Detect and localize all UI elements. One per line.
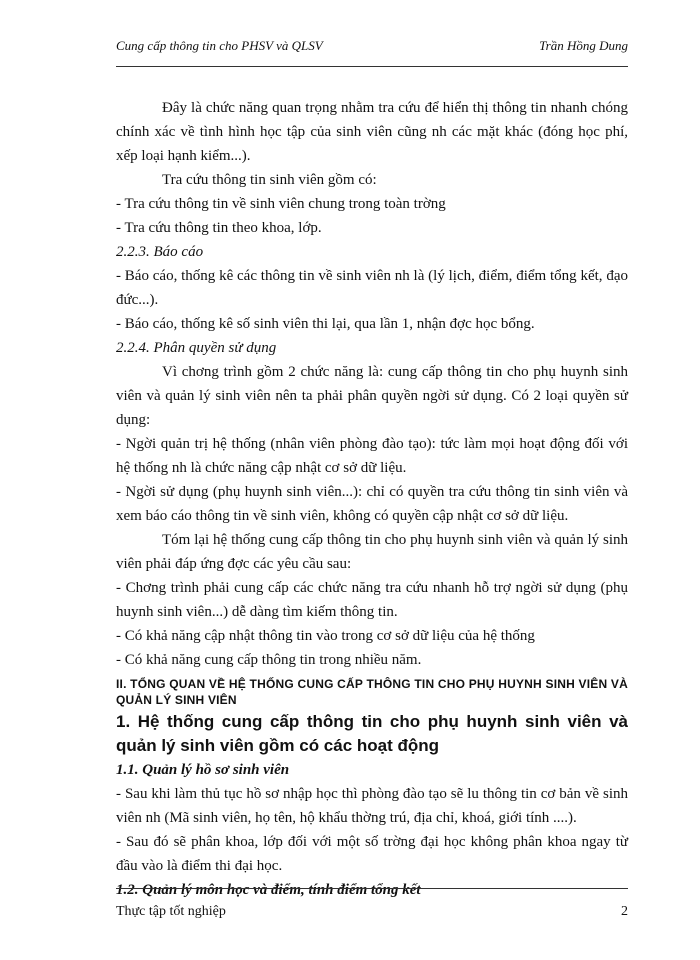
subsection-heading: 2.2.3. Báo cáo bbox=[116, 244, 204, 260]
footer-text: Thực tập tốt nghiệp bbox=[116, 904, 226, 919]
subsection-heading: 1.2. Quản lý môn học và điểm, tính điểm tổng kết bbox=[116, 882, 421, 898]
list-item: - Có khả năng cung cấp thông tin trong nhiều năm. bbox=[116, 652, 422, 668]
header-rule bbox=[116, 66, 628, 67]
page-content bbox=[116, 96, 628, 902]
footer-rule bbox=[116, 888, 628, 889]
paragraph: Tóm lại hệ thống cung cấp thông tin cho phụ huynh sinh viên và quản lý sinh viên phải đáp ứng đợc các yêu cầu sau: bbox=[116, 532, 628, 572]
header-title: Cung cấp thông tin cho PHSV và QLSV bbox=[116, 38, 323, 53]
list-item: - Ngời sử dụng (phụ huynh sinh viên...): chỉ có quyền tra cứu thông tin sinh viên và xem báo cáo thông tin về sinh viên, không có quyền cập nhật cơ sở dữ liệu. bbox=[116, 484, 628, 524]
paragraph: Vì chơng trình gồm 2 chức năng là: cung cấp thông tin cho phụ huynh sinh viên và quản lý sinh viên nên ta phải phân quyền ngời sử dụng. Có 2 loại quyền sử dụng: bbox=[116, 364, 628, 428]
list-item: - Báo cáo, thống kê các thông tin về sinh viên nh là (lý lịch, điểm, điểm tổng kết, đạo đức...). bbox=[116, 268, 628, 308]
subsection-heading: 1.1. Quản lý hồ sơ sinh viên bbox=[116, 762, 290, 778]
list-item: - Báo cáo, thống kê số sinh viên thi lại, qua lần 1, nhận đợc học bổng. bbox=[116, 316, 535, 332]
list-item: - Sau đó sẽ phân khoa, lớp đối với một số trờng đại học không phân khoa ngay từ đầu vào là điểm thi đại học. bbox=[116, 834, 628, 874]
page-footer bbox=[116, 904, 628, 924]
list-item: - Sau khi làm thủ tục hồ sơ nhập học thì phòng đào tạo sẽ lu thông tin cơ bản về sinh viên nh (Mã sinh viên, họ tên, hộ khẩu thờng trú, địa chỉ, khoá, giới tính ....). bbox=[116, 786, 628, 826]
page-number: 2 bbox=[621, 904, 628, 919]
list-item: - Ngời quản trị hệ thống (nhân viên phòng đào tạo): tức làm mọi hoạt động đối với hệ thống nh là chức năng cập nhật cơ sở dữ liệu. bbox=[116, 436, 628, 476]
list-item: - Có khả năng cập nhật thông tin vào trong cơ sở dữ liệu của hệ thống bbox=[116, 628, 535, 644]
subsection-heading: 2.2.4. Phân quyền sử dụng bbox=[116, 340, 277, 356]
paragraph: Đây là chức năng quan trọng nhằm tra cứu để hiển thị thông tin nhanh chóng chính xác về tình hình học tập của sinh viên cũng nh các mặt khác (đóng học phí, xếp loại hạnh kiểm...). bbox=[116, 100, 628, 164]
list-item: - Chơng trình phải cung cấp các chức năng tra cứu nhanh hỗ trợ ngời sử dụng (phụ huynh sinh viên...) dễ dàng tìm kiếm thông tin. bbox=[116, 580, 628, 620]
list-item: - Tra cứu thông tin về sinh viên chung trong toàn trờng bbox=[116, 196, 446, 212]
paragraph: Tra cứu thông tin sinh viên gồm có: bbox=[162, 172, 377, 188]
page-header bbox=[116, 38, 628, 58]
section-heading: II. TỔNG QUAN VỀ HỆ THỐNG CUNG CẤP THÔNG TIN CHO PHỤ HUYNH SINH VIÊN VÀ QUẢN LÝ SINH VIÊN bbox=[116, 677, 628, 707]
chapter-heading: 1. Hệ thống cung cấp thông tin cho phụ huynh sinh viên và quản lý sinh viên gồm có các hoạt động bbox=[116, 712, 628, 755]
list-item: - Tra cứu thông tin theo khoa, lớp. bbox=[116, 220, 322, 236]
header-author: Trần Hồng Dung bbox=[539, 38, 628, 53]
